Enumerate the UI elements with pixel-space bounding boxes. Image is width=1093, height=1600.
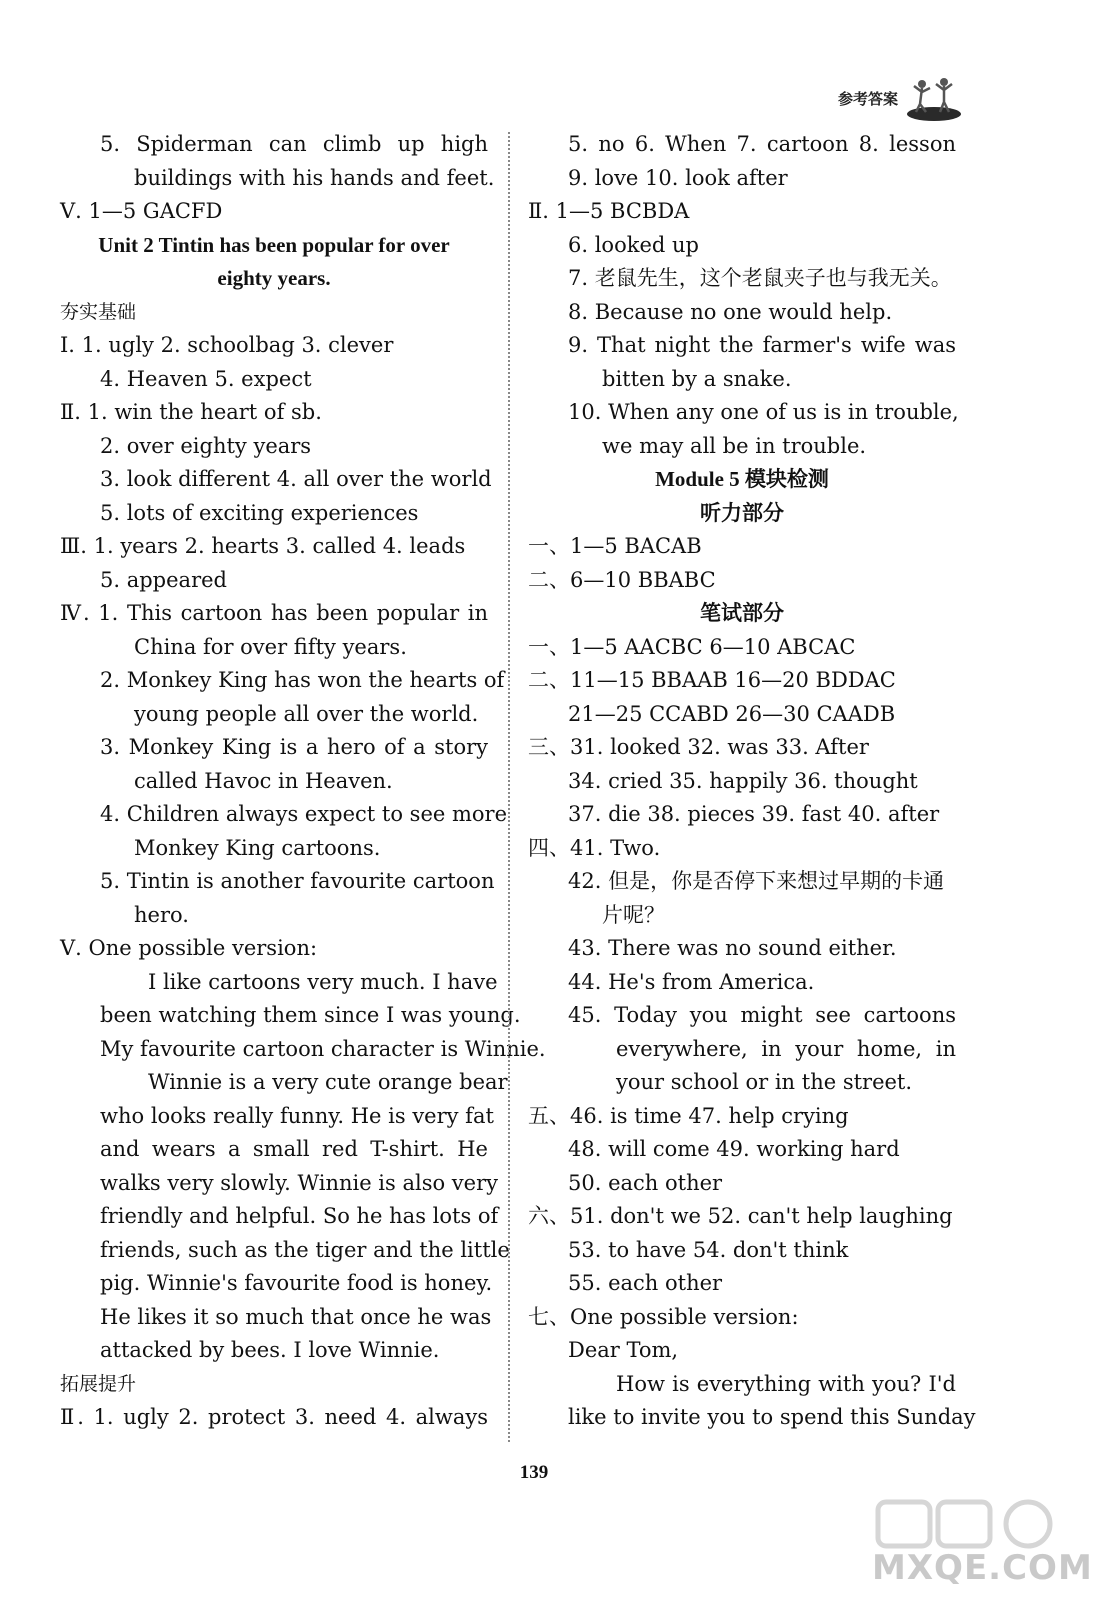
answer-line: Ⅰ. 1. ugly 2. schoolbag 3. clever	[60, 333, 394, 357]
answer-line: 5. Spiderman can climb up high	[100, 132, 488, 156]
answer-line: called Havoc in Heaven.	[134, 768, 393, 793]
answer-line: hero.	[134, 902, 189, 927]
answer-line: been watching them since I was young.	[100, 1003, 521, 1027]
watermark-text: MXQE.COM	[872, 1548, 1093, 1588]
answer-line: 2. Monkey King has won the hearts of	[100, 668, 505, 692]
answer-line: 44. He's from America.	[568, 969, 815, 994]
answer-line: 一、1—5 BACAB	[528, 534, 702, 558]
answer-line: 二、6—10 BBABC	[528, 567, 716, 592]
answer-line: Ⅱ. 1. win the heart of sb.	[60, 400, 322, 424]
answer-line: eighty years.	[217, 266, 331, 290]
answer-line: Ⅱ. 1—5 BCBDA	[528, 199, 690, 223]
answer-line: 4. Children always expect to see more	[100, 802, 507, 826]
answer-line: your school or in the street.	[616, 1070, 913, 1094]
page-number: 139	[519, 1462, 549, 1483]
answer-line: 8. Because no one would help.	[568, 299, 893, 324]
answer-line: buildings with his hands and feet.	[134, 165, 495, 190]
answer-line: 37. die 38. pieces 39. fast 40. after	[568, 802, 940, 826]
answer-line: Module 5 模块检测	[655, 467, 829, 491]
answer-line: 5. Tintin is another favourite cartoon	[100, 869, 495, 893]
answer-line: bitten by a snake.	[602, 366, 792, 391]
answer-line: we may all be in trouble.	[602, 433, 867, 458]
answer-line: 7. 老鼠先生，这个老鼠夹子也与我无关。	[568, 266, 952, 290]
answer-line: 5. no 6. When 7. cartoon 8. lesson	[568, 132, 956, 156]
answer-line: 34. cried 35. happily 36. thought	[568, 768, 918, 793]
answer-line: 听力部分	[700, 500, 784, 525]
answer-line: 2. over eighty years	[100, 433, 312, 458]
answer-line: 七、One possible version:	[528, 1304, 799, 1329]
answer-line: 夯实基础	[60, 300, 137, 323]
answer-line: I like cartoons very much. I have	[148, 969, 498, 994]
answer-line: 3. look different 4. all over the world	[100, 467, 492, 491]
answer-line: 3. Monkey King is a hero of a story	[100, 735, 488, 759]
answer-line: 一、1—5 AACBC 6—10 ABCAC	[528, 634, 856, 659]
answer-line: 21—25 CCABD 26—30 CAADB	[568, 701, 896, 726]
answer-line: young people all over the world.	[134, 701, 479, 726]
answer-line: 片呢？	[602, 902, 665, 927]
answer-line: Ⅲ. 1. years 2. hearts 3. called 4. leads	[60, 534, 466, 558]
answer-line: like to invite you to spend this Sunday	[568, 1405, 976, 1429]
answer-line: Unit 2 Tintin has been popular for over	[98, 232, 450, 257]
answer-line: who looks really funny. He is very fat	[100, 1103, 494, 1128]
answer-line: Winnie is a very cute orange bear	[148, 1070, 508, 1094]
answer-line: 5. appeared	[100, 567, 227, 592]
answer-line: attacked by bees. I love Winnie.	[100, 1338, 440, 1362]
answer-line: 6. looked up	[568, 232, 699, 257]
answer-line: 9. love 10. look after	[568, 165, 788, 190]
answer-line: and wears a small red T-shirt. He	[100, 1137, 488, 1161]
answer-line: 48. will come 49. working hard	[568, 1137, 900, 1161]
answer-line: pig. Winnie's favourite food is honey.	[100, 1271, 493, 1295]
answer-line: friendly and helpful. So he has lots of	[100, 1204, 499, 1228]
answer-line: 四、41. Two.	[528, 835, 661, 860]
answer-line: Dear Tom,	[568, 1338, 679, 1362]
answer-line: He likes it so much that once he was	[100, 1304, 492, 1329]
answer-line: Ⅴ. 1—5 GACFD	[60, 199, 223, 223]
answer-line: 三、31. looked 32. was 33. After	[528, 735, 869, 759]
answer-line: 53. to have 54. don't think	[568, 1237, 849, 1262]
reading-figures-logo-icon	[906, 74, 962, 122]
answer-line: Ⅴ. One possible version:	[60, 936, 318, 960]
answer-line: 9. That night the farmer's wife was	[568, 333, 956, 357]
answer-line: 43. There was no sound either.	[568, 936, 897, 960]
answer-line: Ⅱ. 1. ugly 2. protect 3. need 4. always	[60, 1405, 488, 1429]
left-column	[60, 128, 546, 1435]
answer-line: everywhere, in your home, in	[616, 1036, 956, 1061]
answer-line: 55. each other	[568, 1271, 723, 1295]
answer-line: 4. Heaven 5. expect	[100, 366, 312, 391]
answer-line: 二、11—15 BBAAB 16—20 BDDAC	[528, 668, 896, 692]
answer-line: 50. each other	[568, 1170, 723, 1195]
answer-line: How is everything with you? I'd	[616, 1371, 956, 1396]
answer-line: Monkey King cartoons.	[134, 835, 381, 860]
header-label: 参考答案	[838, 90, 899, 108]
answer-line: 笔试部分	[700, 601, 784, 625]
answer-line: 42. 但是，你是否停下来想过早期的卡通	[568, 869, 945, 893]
answer-line: 六、51. don't we 52. can't help laughing	[528, 1204, 953, 1228]
answer-line: China for over fifty years.	[134, 634, 407, 659]
answer-line: 10. When any one of us is in trouble,	[568, 400, 959, 424]
answer-line: Ⅳ. 1. This cartoon has been popular in	[60, 601, 488, 625]
answer-line: friends, such as the tiger and the little	[100, 1237, 510, 1262]
answer-line: 五、46. is time 47. help crying	[528, 1103, 849, 1128]
column-divider	[508, 132, 510, 1442]
right-column	[528, 128, 976, 1435]
answer-line: 45. Today you might see cartoons	[568, 1003, 956, 1027]
answer-line: My favourite cartoon character is Winnie.	[100, 1036, 546, 1061]
answer-line: 拓展提升	[60, 1372, 137, 1395]
answer-line: walks very slowly. Winnie is also very	[100, 1170, 499, 1195]
answer-line: 5. lots of exciting experiences	[100, 500, 419, 525]
